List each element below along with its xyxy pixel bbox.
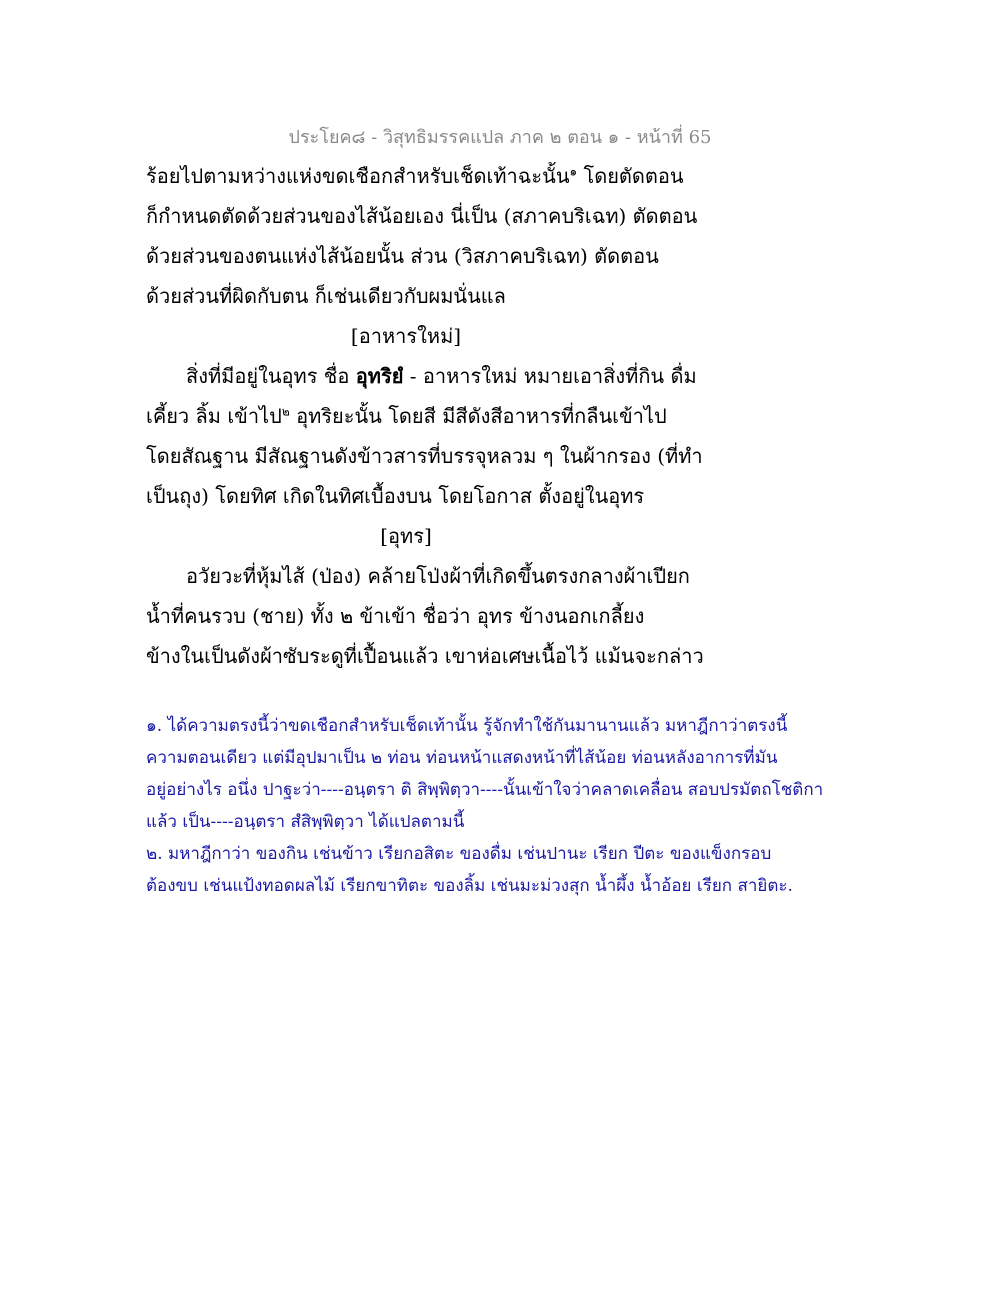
footnote-line: แล้ว เป็น----อนฺตรา สํสิพฺพิตฺวา ได้แปลตามนี้ — [146, 812, 465, 832]
paragraph-line: ด้วยส่วนที่ผิดกับตน ก็เช่นเดียวกับผมนั่นแล — [146, 284, 506, 308]
text-segment: โดยตัดตอน — [577, 164, 684, 188]
paragraph-line: ข้างในเป็นดังผ้าซับระดูที่เปื้อนแล้ว เขาห่อเศษเนื้อไว้ แม้นจะกล่าว — [146, 644, 704, 668]
footnote-ref-1: ๑ — [569, 164, 578, 179]
footnote-line: ต้องขบ เช่นแป้งทอดผลไม้ เรียกขาทิตะ ของลิ้ม เช่นมะม่วงสุก น้ำผึ้ง น้ำอ้อย เรียก สายิตะ. — [146, 876, 793, 896]
section-heading-stomach: [อุทร] — [380, 524, 432, 548]
paragraph-line: เป็นถุง) โดยทิศ เกิดในทิศเบื้องบน โดยโอกาส ตั้งอยู่ในอุทร — [146, 484, 645, 508]
paragraph-line: ด้วยส่วนของตนแห่งไส้น้อยนั้น ส่วน (วิสภาคบริเฉท) ตัดตอน — [146, 244, 659, 268]
paragraph-line — [146, 396, 706, 436]
paragraph-line: น้ำที่คนรวบ (ชาย) ทั้ง ๒ ข้าเข้า ชื่อว่า อุทร ข้างนอกเกลี้ยง — [146, 604, 645, 628]
footnote-line: ความตอนเดียว แต่มีอุปมาเป็น ๒ ท่อน ท่อนหน้าแสดงหน้าที่ไส้น้อย ท่อนหลังอาการที่มัน — [146, 748, 778, 768]
page-header: ประโยค๘ - วิสุทธิมรรคแปล ภาค ๒ ตอน ๑ - หน้าที่ 65 — [288, 127, 712, 148]
text-segment: - อาหารใหม่ หมายเอาสิ่งที่กิน ดื่ม — [403, 364, 697, 388]
text-segment: ร้อยไปตามหว่างแห่งขดเชือกสำหรับเช็ดเท้าฉะนั้น — [146, 164, 570, 188]
footnote-ref-2: ๒ — [281, 404, 290, 419]
footnote-line: ๒. มหาฎีกาว่า ของกิน เช่นข้าว เรียกอสิตะ ของดื่ม เช่นปานะ เรียก ปีตะ ของแข็งกรอบ — [146, 844, 772, 864]
text-segment: สิ่งที่มีอยู่ในอุทร ชื่อ — [186, 364, 356, 388]
pali-term: อุทริยํ — [355, 364, 404, 388]
footnote-line: อยู่อย่างไร อนึ่ง ปาฐะว่า----อนฺตรา ติ สิพฺพิตฺวา----นั้นเข้าใจว่าคลาดเคลื่อน สอบปรมัตถโชติกา — [146, 780, 824, 800]
text-segment: เคี้ยว ลิ้ม เข้าไป — [146, 404, 282, 428]
main-text — [146, 156, 706, 676]
footnotes — [146, 710, 846, 902]
paragraph-line — [146, 356, 706, 396]
paragraph-line: อวัยวะที่หุ้มไส้ (ป่อง) คล้ายโป่งผ้าที่เกิดขึ้นตรงกลางผ้าเปียก — [186, 564, 690, 588]
paragraph-line — [146, 156, 706, 196]
footnote-line: ๑. ได้ความตรงนี้ว่าขดเชือกสำหรับเช็ดเท้านั้น รู้จักทำใช้กันมานานแล้ว มหาฎีกาว่าตรงนี้ — [146, 716, 788, 736]
text-segment: อุทริยะนั้น โดยสี มีสีดังสีอาหารที่กลืนเข้าไป — [289, 404, 667, 428]
paragraph-line: ก็กำหนดตัดด้วยส่วนของไส้น้อยเอง นี่เป็น (สภาคบริเฉท) ตัดตอน — [146, 204, 698, 228]
paragraph-line: โดยสัณฐาน มีสัณฐานดังข้าวสารที่บรรจุหลวม ๆ ในผ้ากรอง (ที่ทำ — [146, 444, 703, 468]
section-heading-food: [อาหารใหม่] — [350, 324, 462, 348]
